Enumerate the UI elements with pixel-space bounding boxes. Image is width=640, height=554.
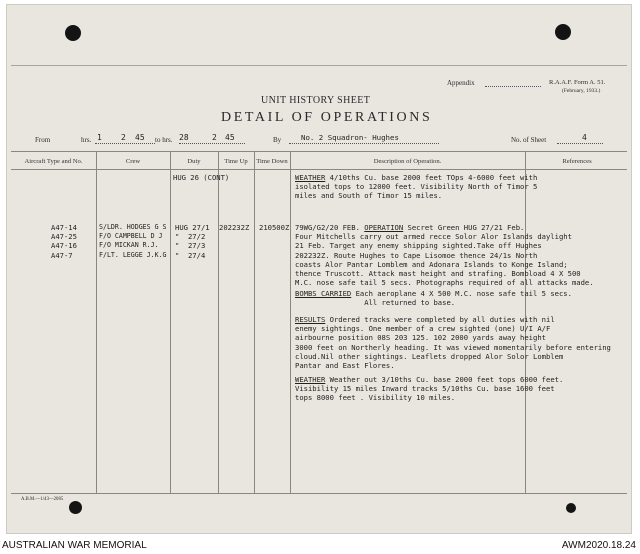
footer-archive-name: AUSTRALIAN WAR MEMORIAL [2,540,147,551]
typed-line: M.C. nose safe tail 5 secs. Photographs required of all attacks made. [295,278,594,288]
by-label: By [273,136,282,144]
form-label: R.A.A.F. Form A. 51. [549,79,606,86]
duty-list [175,223,210,260]
typed-line: RESULTS Ordered tracks were completed by all duties with nil [295,315,555,324]
weather-out-paragraph [295,375,563,403]
typed-line: " 27/2 [175,232,206,242]
to-label: to hrs. [155,136,173,144]
typed-line: 3000 feet on Northerly heading. It was viewed momentarily before entering [295,342,611,352]
col-divider [96,151,97,493]
col-header-references: References [562,158,592,165]
punch-hole [65,25,81,41]
typed-line: isolated tops to 12000 feet. Visibility North of Timor 5 [295,182,538,192]
from-label: From [35,136,51,144]
col-header-duty: Duty [187,158,201,165]
typed-line: A47-7 [51,250,73,260]
from-month: 2 [121,133,126,142]
weather-paragraph [295,173,537,201]
table-header-rule [11,169,627,170]
to-day: 28 [179,133,189,142]
from-year: 45 [135,133,145,142]
punch-hole [69,501,82,514]
to-year: 45 [225,133,235,142]
col-divider [218,151,219,493]
typed-line: WEATHER Weather out 3/10ths Cu. base 2000 feet tops 6000 feet. [295,375,564,384]
from-hrs-label: hrs. [81,136,92,144]
footer-accession-number: AWM2020.18.24 [561,540,636,551]
sheet-value: 4 [582,133,587,142]
top-rule [11,65,627,66]
table-top-rule [11,151,627,152]
to-dotted [179,143,245,144]
typed-line: S/LDR. HODGES G S [99,223,167,231]
punch-hole [555,24,571,40]
typed-line: 79WG/G2/20 FEB. OPERATION Secret Green HUG 27/21 Feb. [295,223,525,232]
crew-list [99,223,167,260]
from-dotted [95,143,155,144]
typed-line: tops 8000 feet . Visibility 10 miles. [295,393,456,403]
appendix-line [485,86,541,87]
typed-line: F/O MICKAN R.J. [99,241,159,250]
typed-line: A47-16 [51,241,77,251]
footer-bar [0,538,640,554]
typed-line: airbourne position 08S 203 125. 102 2000 yards away height [295,333,546,343]
operation-paragraph [295,223,594,287]
typed-line: Four Mitchells carry out armed recce Solor Alor Islands daylight [295,232,572,242]
punch-hole [566,503,576,513]
time-up-value: 202232Z [219,223,250,232]
document-sheet [6,4,632,534]
by-dotted [289,143,439,144]
by-value: No. 2 Squadron- Hughes [301,133,399,142]
typed-line: coasts Alor Pantar Lomblem and Adonara Islands to Konge Island; [295,259,568,269]
typed-line: 202232Z. Route Hughes to Cape Lisomoe thence 24/1s North [295,250,538,260]
duty-continued: HUG 26 (CONT) [173,173,230,182]
from-day: 1 [97,133,102,142]
sheet-label: No. of Sheet [511,136,547,144]
typed-line: enemy sightings. One member of a crew sighted (one) U/I A/F [295,324,551,334]
col-header-time-down: Time Down [256,158,288,165]
typed-line: Pantar and East Flores. [295,361,395,371]
col-divider [254,151,255,493]
page-title: UNIT HISTORY SHEET [261,95,371,106]
results-paragraph [295,315,611,370]
typed-line: cloud.Nil other sightings. Leaflets dropped Alor Solor Lomblem [295,351,564,361]
typed-line: All returned to base. [295,298,456,308]
typed-line: " 27/4 [175,250,206,260]
col-header-aircraft: Aircraft Type and No. [24,158,83,165]
typed-line: " 27/3 [175,241,206,251]
aircraft-list [51,223,77,260]
sheet-dotted [557,143,603,144]
form-code: A.B.M.—1/43—2085 [21,497,64,502]
table-bottom-rule [11,493,627,494]
col-divider [290,151,291,493]
typed-line: WEATHER 4/10ths Cu. base 2000 feet TOps 4-6000 feet with [295,173,538,182]
typed-line: Visibility 15 miles Inward tracks 5/10ths Cu. base 1600 feet [295,384,555,394]
bombs-paragraph [295,289,572,307]
typed-line: F/LT. LEGGE J.K.G [99,250,167,259]
typed-line: 21 Feb. Target any enemy shipping sighted.Take off Hughes [295,241,542,251]
to-month: 2 [212,133,217,142]
col-header-description: Description of Operation. [373,158,442,165]
typed-line: thence Truscott. Attack mast height and strafing. Bombload 4 X 500 [295,269,581,279]
col-header-crew: Crew [125,158,141,165]
page-subtitle: DETAIL OF OPERATIONS [221,110,433,125]
form-date: (February, 1933.) [562,88,601,94]
typed-line: A47-25 [51,232,77,242]
typed-line: miles and South of Timor 15 miles. [295,191,443,201]
typed-line: F/O CAMPBELL D J [99,232,163,241]
appendix-label: Appendix [447,79,475,87]
time-down-value: 210500Z [259,223,290,232]
col-divider [170,151,171,493]
typed-line: HUG 27/1 [175,223,210,232]
typed-line: BOMBS CARRIED Each aeroplane 4 X 500 M.C. nose safe tail 5 secs. [295,289,572,298]
typed-line: A47-14 [51,223,77,232]
col-header-time-up: Time Up [224,158,248,165]
